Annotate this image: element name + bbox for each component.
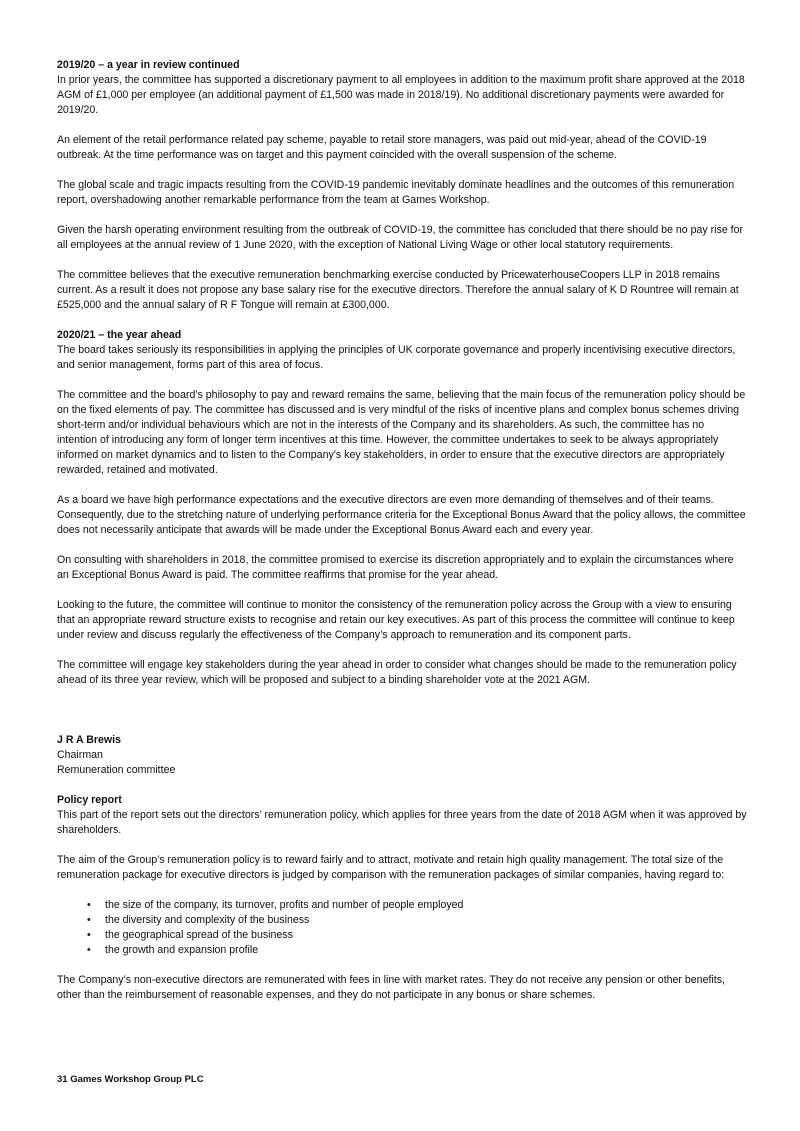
paragraph: As a board we have high performance expectations and the executive directors are even more demanding of themselves and of their teams. Consequently, due to the stretching nature of underlying performance criteria for the Exceptional Bonus Award that the policy allows, the committee does not necessarily anticipate that awards will be made under the Exceptional Bonus Award each and every year. (57, 494, 746, 536)
bullet-icon: • (87, 899, 91, 911)
paragraph: Looking to the future, the committee will continue to monitor the consistency of the remuneration policy across the Group with a view to ensuring that an appropriate reward structure exists to recognise and retain our key executives. As part of this process the committee will continue to keep under review and discuss regularly the effectiveness of the Company’s approach to remuneration and its component parts. (57, 599, 735, 641)
heading-text: Policy report (57, 794, 122, 806)
criteria-list (57, 898, 747, 958)
list-item (57, 898, 747, 913)
signature-block (57, 733, 747, 778)
document-page (57, 58, 747, 1018)
bullet-icon: • (87, 944, 91, 956)
paragraph: This part of the report sets out the directors’ remuneration policy, which applies for three years from the date of 2018 AGM when it was approved by shareholders. (57, 809, 747, 836)
paragraph: The committee and the board’s philosophy to pay and reward remains the same, believing that the main focus of the remuneration policy should be on the fixed elements of pay. The committee has discussed and is very mindful of the risks of incentive plans and complex bonus schemes driving short-term and/or individual behaviours which are not in the interests of the Company and its shareholders. As such, the committee has no intention of introducing any form of longer term incentives at this time. However, the committee undertakes to seek to be always appropriately informed on market dynamics and to listen to the Company’s key stakeholders, in order to ensure that the executive directors are appropriately rewarded, retained and motivated. (57, 389, 746, 476)
signatory-name: J R A Brewis (57, 734, 121, 746)
list-item-text: the diversity and complexity of the business (105, 914, 310, 926)
heading-year: 2019/20 (57, 59, 96, 71)
list-item (57, 943, 747, 958)
signatory-title: Chairman (57, 749, 103, 761)
paragraph: The committee will engage key stakeholders during the year ahead in order to consider what changes should be made to the remuneration policy ahead of its three year review, which will be proposed and subject to a binding shareholder vote at the 2021 AGM. (57, 659, 737, 686)
bullet-icon: • (87, 914, 91, 926)
paragraph: An element of the retail performance related pay scheme, payable to retail store managers, was paid out mid-year, ahead of the COVID-19 outbreak. At the time performance was on target and this payment coincided with the overall suspension of the scheme. (57, 134, 707, 161)
section-heading-year-ahead (57, 328, 747, 343)
list-item-text: the growth and expansion profile (105, 944, 259, 956)
heading-year: 2020/21 (57, 329, 96, 341)
paragraph: Given the harsh operating environment resulting from the outbreak of COVID-19, the committee has concluded that there should be no pay rise for all employees at the annual review of 1 June 2020, with the exception of National Living Wage or other local statutory requirements. (57, 224, 744, 251)
list-item-text: the geographical spread of the business (105, 929, 293, 941)
paragraph: The Company’s non-executive directors are remunerated with fees in line with market rates. They do not receive any pension or other benefits, other than the reimbursement of reasonable expenses, and they do not participate in any bonus or share schemes. (57, 974, 725, 1001)
paragraph: On consulting with shareholders in 2018, the committee promised to exercise its discretion appropriately and to explain the circumstances where an Exceptional Bonus Award is paid. The committee reaffirms that promise for the year ahead. (57, 554, 734, 581)
paragraph: The aim of the Group’s remuneration policy is to reward fairly and to attract, motivate and retain high quality management. The total size of the remuneration package for executive directors is judged by comparison with the remuneration packages of similar companies, having regard to: (57, 854, 725, 881)
paragraph: The board takes seriously its responsibilities in applying the principles of UK corporate governance and properly incentivising executive directors, and senior management, forms part of this area of focus. (57, 344, 736, 371)
section-heading-policy-report (57, 793, 747, 808)
heading-text: – a year in review continued (95, 59, 240, 71)
list-item (57, 913, 747, 928)
paragraph: The committee believes that the executive remuneration benchmarking exercise conducted by PricewaterhouseCoopers LLP in 2018 remains current. As a result it does not propose any base salary rise for the executive directors. Therefore the annual salary of K D Rountree will remain at £525,000 and the annual salary of R F Tongue will remain at £300,000. (57, 269, 739, 311)
heading-text: – the year ahead (95, 329, 182, 341)
page-footer: 31 Games Workshop Group PLC (57, 1074, 204, 1085)
section-heading-year-in-review (57, 58, 747, 73)
paragraph: In prior years, the committee has supported a discretionary payment to all employees in addition to the maximum profit share approved at the 2018 AGM of £1,000 per employee (an additional payment of £1,500 was made in 2018/19). No additional discretionary payments were awarded for 2019/20. (57, 74, 745, 116)
signatory-committee: Remuneration committee (57, 764, 176, 776)
paragraph: The global scale and tragic impacts resulting from the COVID-19 pandemic inevitably dominate headlines and the outcomes of this remuneration report, overshadowing another remarkable performance from the team at Games Workshop. (57, 179, 735, 206)
list-item-text: the size of the company, its turnover, profits and number of people employed (105, 899, 464, 911)
list-item (57, 928, 747, 943)
bullet-icon: • (87, 929, 91, 941)
